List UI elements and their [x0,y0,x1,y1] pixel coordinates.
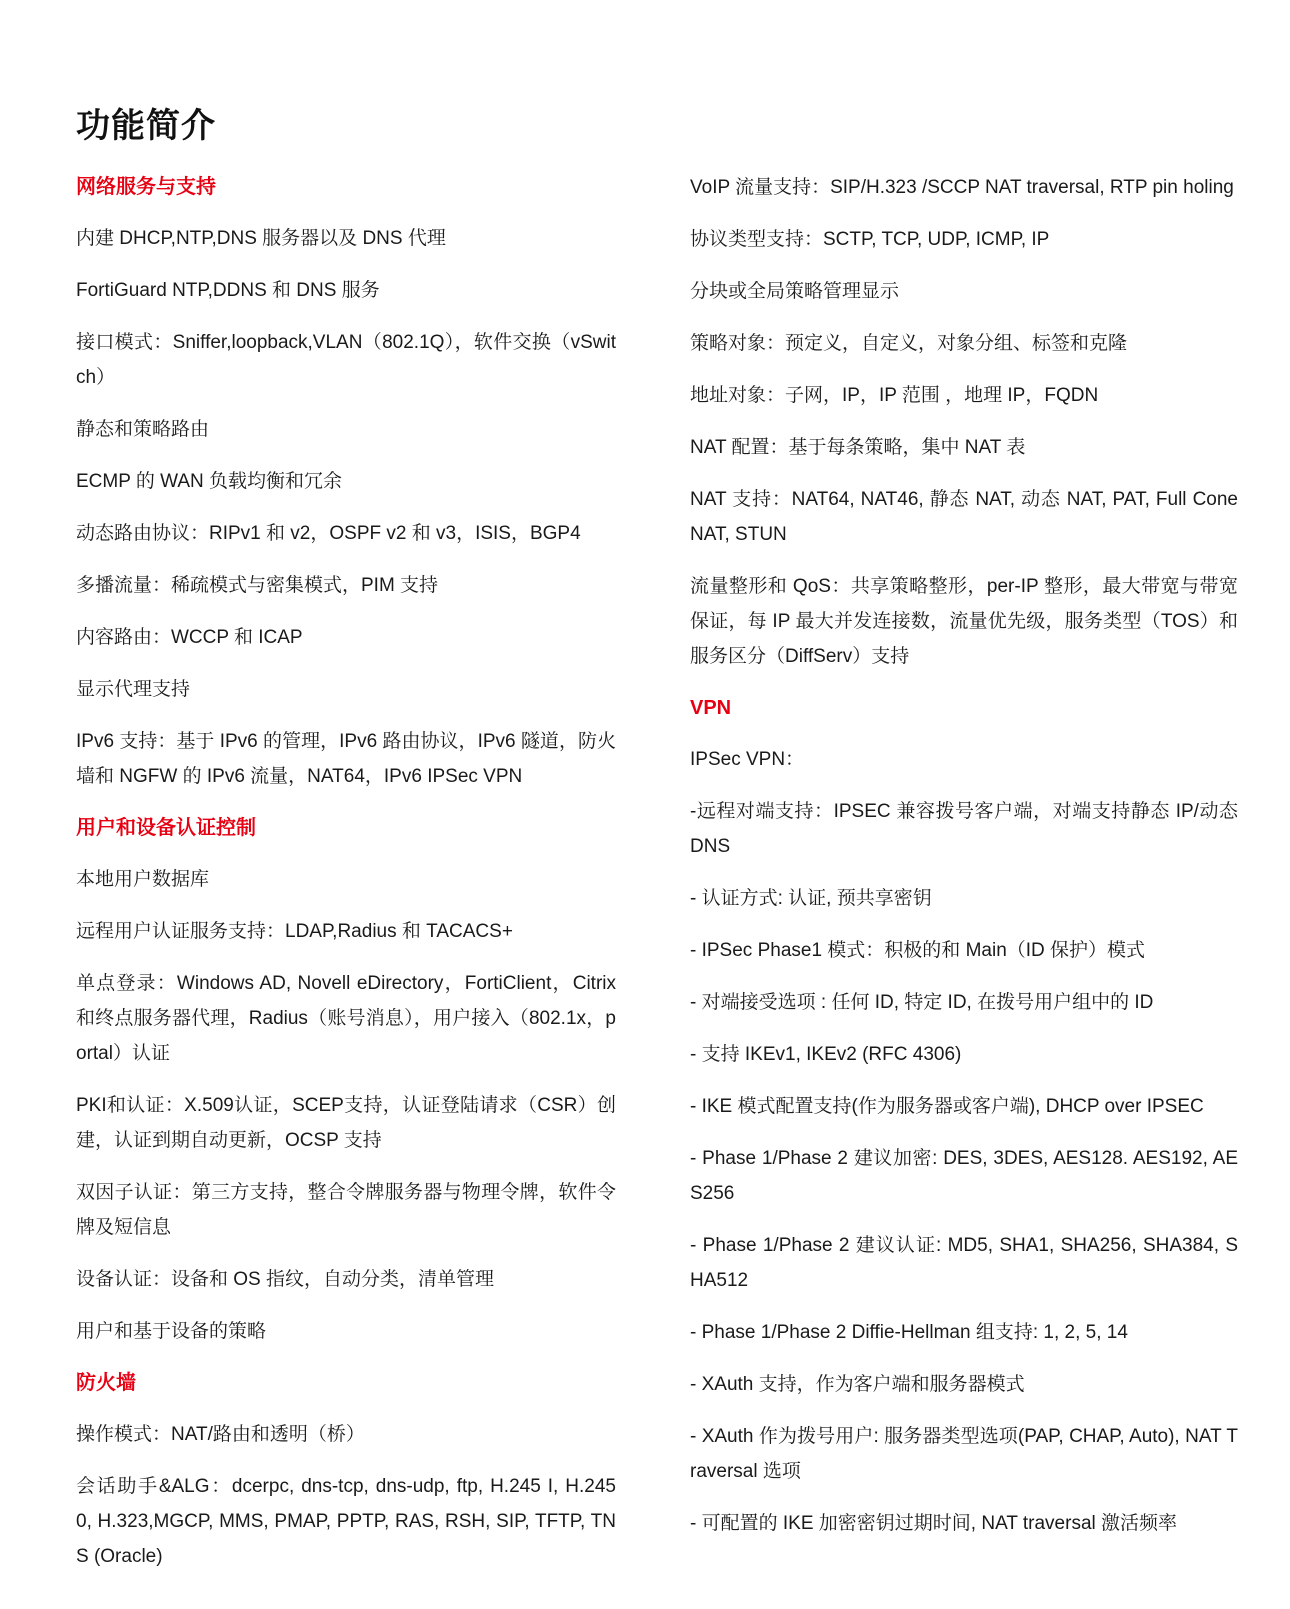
feature-item: 操作模式：NAT/路由和透明（桥） [76,1424,365,1445]
feature-item: - 支持 IKEv1, IKEv2 (RFC 4306) [690,1044,962,1065]
feature-item: - IPSec Phase1 模式：积极的和 Main（ID 保护）模式 [690,940,1146,961]
feature-item: PKI和认证：X.509认证，SCEP支持，认证登陆请求（CSR）创建，认证到期自动更新，OCSP 支持 [76,1095,616,1151]
feature-item: - IKE 模式配置支持(作为服务器或客户端), DHCP over IPSEC [690,1096,1204,1117]
feature-item: 用户和基于设备的策略 [76,1321,267,1342]
left-column [76,170,616,1591]
feature-item: VoIP 流量支持：SIP/H.323 /SCCP NAT traversal, RTP pin holing [690,177,1234,198]
feature-item: 单点登录：Windows AD, Novell eDirectory，FortiClient，Citrix 和终点服务器代理，Radius（账号消息），用户接入（802.1x，portal）认证 [76,973,616,1064]
feature-item: - 可配置的 IKE 加密密钥过期时间, NAT traversal 激活频率 [690,1513,1178,1534]
section-heading: 网络服务与支持 [76,176,216,198]
feature-item: - XAuth 支持，作为客户端和服务器模式 [690,1374,1025,1395]
feature-item: 设备认证：设备和 OS 指纹，自动分类，清单管理 [76,1269,495,1290]
feature-item: ECMP 的 WAN 负载均衡和冗余 [76,471,343,492]
feature-item: 地址对象：子网，IP，IP 范围 ，地理 IP，FQDN [690,385,1099,406]
feature-item: 策略对象：预定义，自定义，对象分组、标签和克隆 [690,333,1128,354]
feature-item: 接口模式：Sniffer,loopback,VLAN（802.1Q），软件交换（vSwitch） [76,332,616,388]
feature-item: 内容路由：WCCP 和 ICAP [76,627,303,648]
section-heading: 用户和设备认证控制 [76,817,256,839]
page-title: 功能简介 [76,106,216,146]
feature-item: 流量整形和 QoS：共享策略整形，per-IP 整形，最大带宽与带宽保证，每 IP 最大并发连接数，流量优先级，服务类型（TOS）和服务区分（DiffServ）支持 [690,576,1238,667]
feature-item: 分块或全局策略管理显示 [690,281,900,302]
feature-item: 远程用户认证服务支持：LDAP,Radius 和 TACACS+ [76,921,513,942]
feature-item: 协议类型支持：SCTP, TCP, UDP, ICMP, IP [690,229,1050,250]
feature-item: - Phase 1/Phase 2 建议认证: MD5, SHA1, SHA256, SHA384, SHA512 [690,1235,1238,1291]
feature-item: - 认证方式: 认证, 预共享密钥 [690,888,932,909]
feature-item: 动态路由协议：RIPv1 和 v2，OSPF v2 和 v3，ISIS，BGP4 [76,523,581,544]
section-heading: VPN [690,697,732,719]
feature-item: IPv6 支持：基于 IPv6 的管理，IPv6 路由协议，IPv6 隧道，防火墙和 NGFW 的 IPv6 流量，NAT64，IPv6 IPSec VPN [76,731,616,787]
feature-item: 静态和策略路由 [76,419,210,440]
feature-item: - Phase 1/Phase 2 建议加密: DES, 3DES, AES128. AES192, AES256 [690,1148,1238,1204]
feature-item: -远程对端支持：IPSEC 兼容拨号客户端，对端支持静态 IP/动态 DNS [690,801,1238,857]
feature-item: 多播流量：稀疏模式与密集模式，PIM 支持 [76,575,439,596]
feature-item: - 对端接受选项 : 任何 ID, 特定 ID, 在拨号用户组中的 ID [690,992,1154,1013]
feature-item: - XAuth 作为拨号用户: 服务器类型选项(PAP, CHAP, Auto), NAT Traversal 选项 [690,1426,1238,1482]
feature-item: IPSec VPN： [690,749,805,770]
right-column [690,170,1238,1558]
feature-item: 内建 DHCP,NTP,DNS 服务器以及 DNS 代理 [76,228,446,249]
feature-item: NAT 支持：NAT64, NAT46, 静态 NAT, 动态 NAT, PAT, Full Cone NAT, STUN [690,489,1238,545]
feature-item: 双因子认证：第三方支持，整合令牌服务器与物理令牌，软件令牌及短信息 [76,1182,616,1238]
feature-item: NAT 配置：基于每条策略，集中 NAT 表 [690,437,1026,458]
section-heading: 防火墙 [76,1372,136,1394]
feature-item: 显示代理支持 [76,679,191,700]
feature-item: 本地用户数据库 [76,869,210,890]
feature-item: 会话助手&ALG：dcerpc, dns-tcp, dns-udp, ftp, H.245 I, H.245 0, H.323,MGCP, MMS, PMAP, PPTP, RAS, RSH, SIP, TFTP, TNS (Oracle) [76,1476,616,1567]
feature-item: - Phase 1/Phase 2 Diffie-Hellman 组支持: 1, 2, 5, 14 [690,1322,1128,1343]
feature-item: FortiGuard NTP,DDNS 和 DNS 服务 [76,280,380,301]
